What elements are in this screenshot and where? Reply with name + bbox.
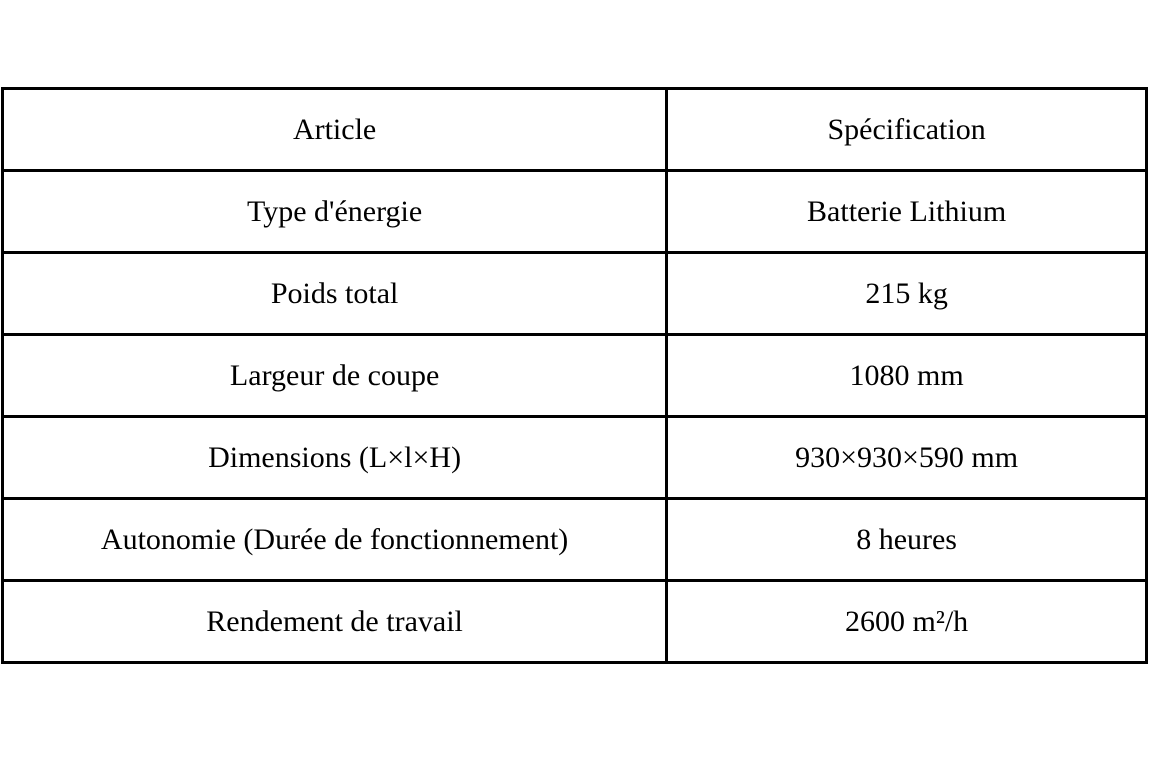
table-header-row (3, 89, 1147, 171)
row-spec-value: 930×930×590 mm (667, 417, 1147, 499)
table-row (3, 581, 1147, 663)
row-spec-value: Batterie Lithium (667, 171, 1147, 253)
row-spec-value: 8 heures (667, 499, 1147, 581)
row-item-label: Dimensions (L×l×H) (3, 417, 667, 499)
row-item-label: Type d'énergie (3, 171, 667, 253)
table-row (3, 417, 1147, 499)
row-item-label: Largeur de coupe (3, 335, 667, 417)
row-spec-value: 215 kg (667, 253, 1147, 335)
table-row (3, 335, 1147, 417)
row-item-label: Rendement de travail (3, 581, 667, 663)
row-item-label: Poids total (3, 253, 667, 335)
table-row (3, 171, 1147, 253)
header-specification: Spécification (667, 89, 1147, 171)
spec-table (1, 87, 1148, 664)
row-spec-value: 2600 m²/h (667, 581, 1147, 663)
row-spec-value: 1080 mm (667, 335, 1147, 417)
row-item-label: Autonomie (Durée de fonctionnement) (3, 499, 667, 581)
table-row (3, 253, 1147, 335)
table-row (3, 499, 1147, 581)
header-article: Article (3, 89, 667, 171)
